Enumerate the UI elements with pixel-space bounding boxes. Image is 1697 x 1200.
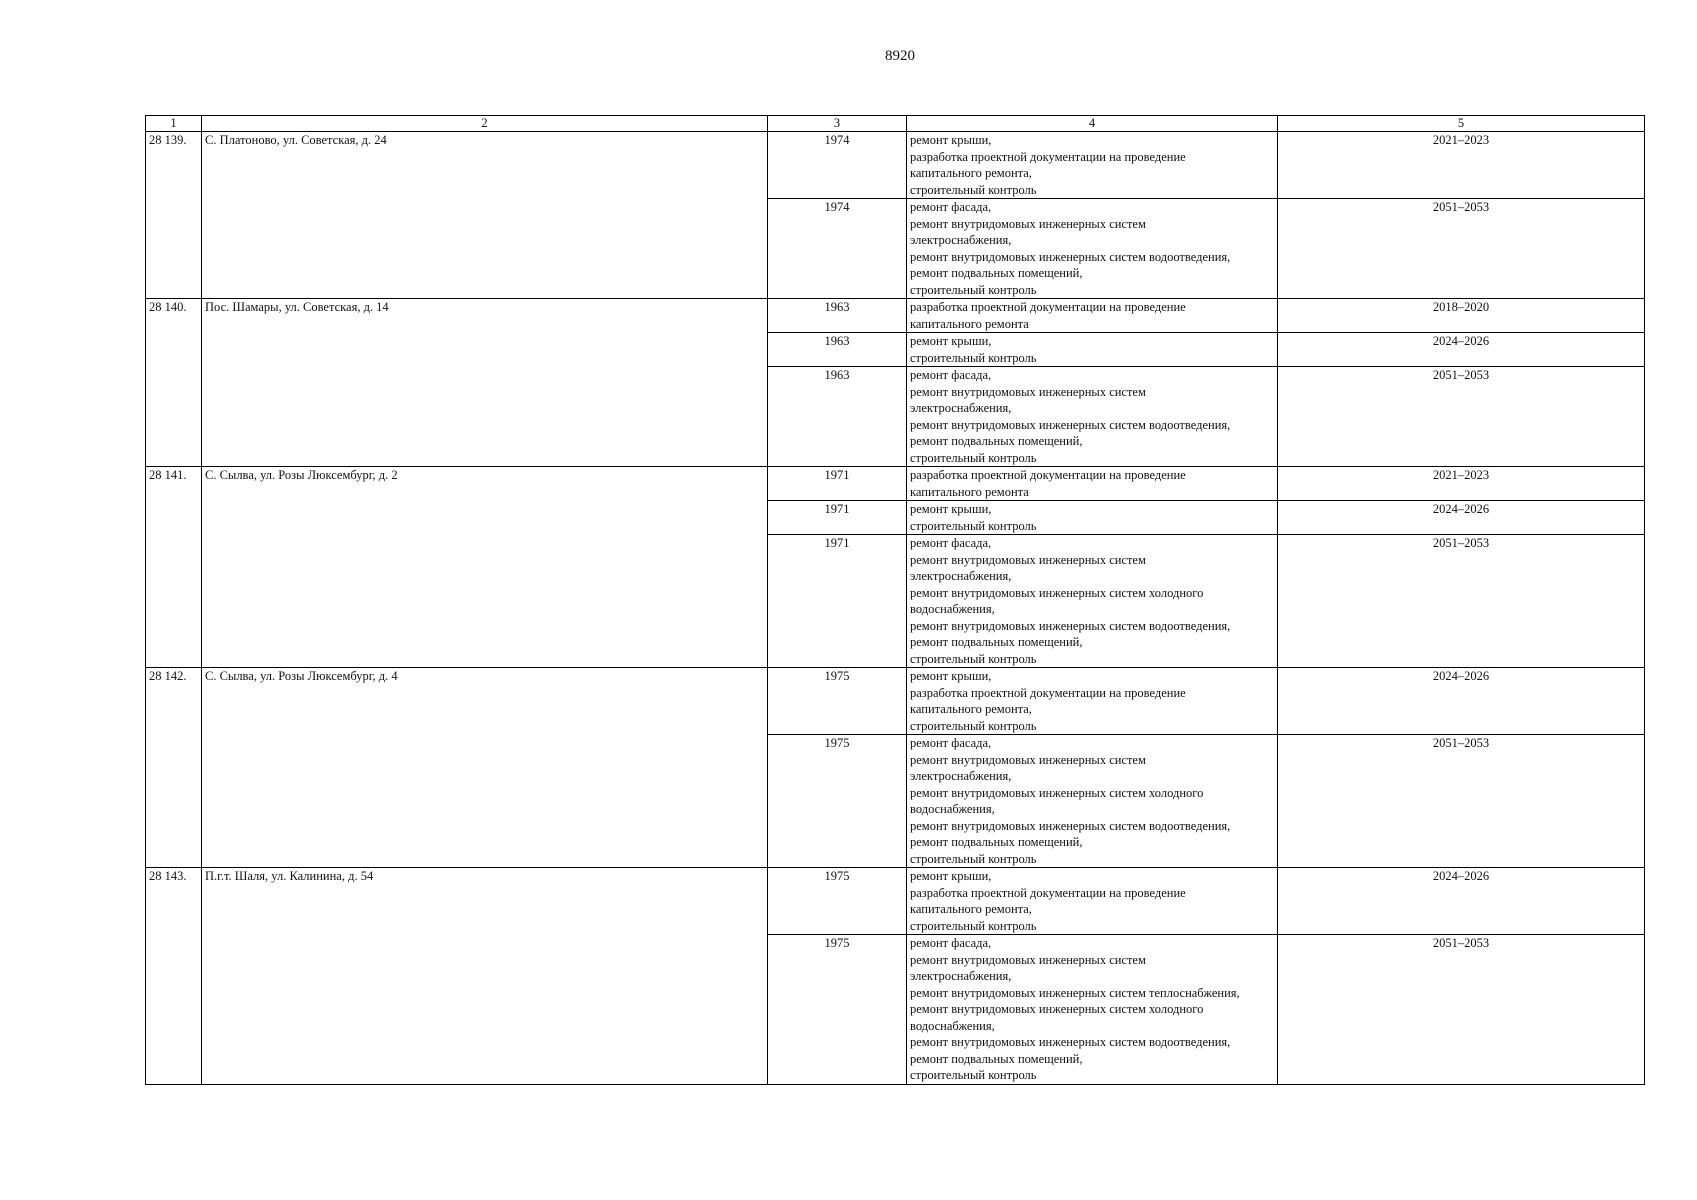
- repair-period: 2051–2053: [1278, 735, 1645, 868]
- header-col-5: 5: [1278, 116, 1645, 132]
- object-number: 28 143.: [146, 868, 202, 1085]
- table-row: [146, 132, 1645, 199]
- header-col-1: 1: [146, 116, 202, 132]
- header-row: [146, 116, 1645, 132]
- table-row: [146, 467, 1645, 501]
- repair-works: разработка проектной документации на проведение капитального ремонта: [907, 299, 1278, 333]
- repair-works: ремонт крыши, разработка проектной документации на проведение капитального ремонта, строительный контроль: [907, 668, 1278, 735]
- build-year: 1975: [768, 668, 907, 735]
- table-row: [146, 668, 1645, 735]
- object-number: 28 140.: [146, 299, 202, 467]
- repair-works: разработка проектной документации на проведение капитального ремонта: [907, 467, 1278, 501]
- repair-period: 2021–2023: [1278, 132, 1645, 199]
- repair-period: 2024–2026: [1278, 501, 1645, 535]
- repair-period: 2051–2053: [1278, 535, 1645, 668]
- build-year: 1974: [768, 132, 907, 199]
- object-address: П.г.т. Шаля, ул. Калинина, д. 54: [202, 868, 768, 1085]
- build-year: 1963: [768, 367, 907, 467]
- repair-period: 2024–2026: [1278, 868, 1645, 935]
- repair-works: ремонт крыши, разработка проектной документации на проведение капитального ремонта, строительный контроль: [907, 868, 1278, 935]
- build-year: 1963: [768, 333, 907, 367]
- header-col-4: 4: [907, 116, 1278, 132]
- build-year: 1971: [768, 535, 907, 668]
- repair-works: ремонт фасада, ремонт внутридомовых инженерных систем электроснабжения, ремонт внутридомовых инженерных систем холодного водоснабжения, ремонт внутридомовых инженерных систем водоотведения, ремонт подвальных помещений, строительный контроль: [907, 735, 1278, 868]
- table-row: [146, 868, 1645, 935]
- header-col-2: 2: [202, 116, 768, 132]
- object-address: Пос. Шамары, ул. Советская, д. 14: [202, 299, 768, 467]
- repair-period: 2051–2053: [1278, 935, 1645, 1085]
- repair-period: 2021–2023: [1278, 467, 1645, 501]
- table-body: [146, 132, 1645, 1085]
- table-row: [146, 299, 1645, 333]
- repair-period: 2024–2026: [1278, 333, 1645, 367]
- repair-period: 2051–2053: [1278, 367, 1645, 467]
- build-year: 1975: [768, 735, 907, 868]
- header-col-3: 3: [768, 116, 907, 132]
- build-year: 1971: [768, 501, 907, 535]
- repair-works: ремонт фасада, ремонт внутридомовых инженерных систем электроснабжения, ремонт внутридомовых инженерных систем водоотведения, ремонт подвальных помещений, строительный контроль: [907, 367, 1278, 467]
- object-address: С. Платоново, ул. Советская, д. 24: [202, 132, 768, 299]
- object-address: С. Сылва, ул. Розы Люксембург, д. 4: [202, 668, 768, 868]
- repair-works: ремонт фасада, ремонт внутридомовых инженерных систем электроснабжения, ремонт внутридомовых инженерных систем холодного водоснабжения, ремонт внутридомовых инженерных систем водоотведения, ремонт подвальных помещений, строительный контроль: [907, 535, 1278, 668]
- object-number: 28 142.: [146, 668, 202, 868]
- page-number: 8920: [885, 48, 915, 64]
- repair-period: 2024–2026: [1278, 668, 1645, 735]
- repair-works: ремонт крыши, разработка проектной документации на проведение капитального ремонта, строительный контроль: [907, 132, 1278, 199]
- repair-period: 2051–2053: [1278, 199, 1645, 299]
- capital-repair-table: [145, 115, 1645, 1085]
- object-number: 28 139.: [146, 132, 202, 299]
- build-year: 1971: [768, 467, 907, 501]
- build-year: 1963: [768, 299, 907, 333]
- object-address: С. Сылва, ул. Розы Люксембург, д. 2: [202, 467, 768, 668]
- repair-works: ремонт крыши, строительный контроль: [907, 333, 1278, 367]
- repair-works: ремонт фасада, ремонт внутридомовых инженерных систем электроснабжения, ремонт внутридомовых инженерных систем теплоснабжения, ремонт внутридомовых инженерных систем холодного водоснабжения, ремонт внутридомовых инженерных систем водоотведения, ремонт подвальных помещений, строительный контроль: [907, 935, 1278, 1085]
- build-year: 1974: [768, 199, 907, 299]
- build-year: 1975: [768, 935, 907, 1085]
- repair-works: ремонт фасада, ремонт внутридомовых инженерных систем электроснабжения, ремонт внутридомовых инженерных систем водоотведения, ремонт подвальных помещений, строительный контроль: [907, 199, 1278, 299]
- repair-period: 2018–2020: [1278, 299, 1645, 333]
- object-number: 28 141.: [146, 467, 202, 668]
- repair-works: ремонт крыши, строительный контроль: [907, 501, 1278, 535]
- build-year: 1975: [768, 868, 907, 935]
